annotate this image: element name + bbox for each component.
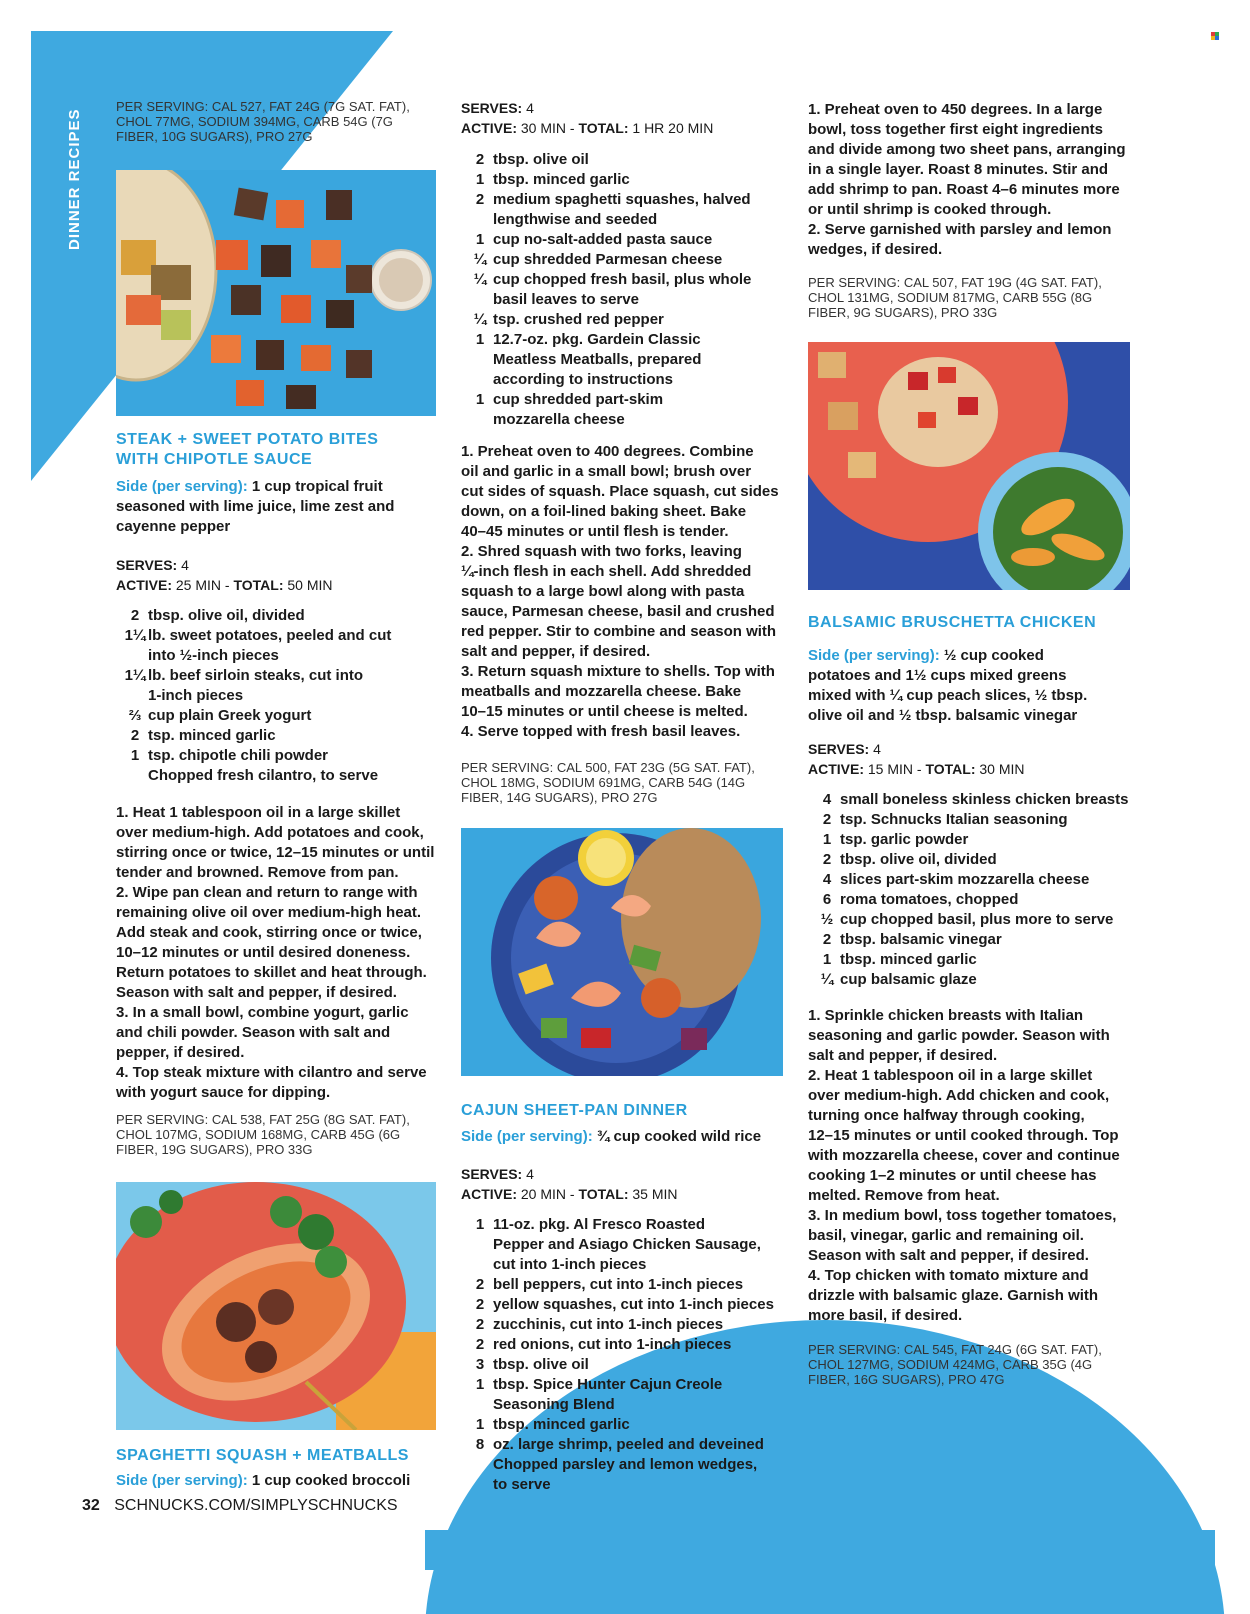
ingredient-item: 1 tbsp. Spice Hunter Cajun Creole Seasoning Blend	[475, 1376, 723, 1413]
cajun-sheet-pan-photo	[461, 828, 783, 1076]
squash-ingredients-list	[467, 150, 751, 430]
squash-serves: SERVES: 4	[461, 100, 534, 116]
ingredient-item: 1 cup shredded part-skim mozzarella cheese	[475, 391, 664, 428]
ingredient-item: ¼ cup balsamic glaze	[820, 971, 977, 988]
steak-potato-photo	[116, 170, 436, 416]
squash-time: ACTIVE: 30 MIN - TOTAL: 1 HR 20 MIN	[461, 120, 714, 136]
ingredient-item: ¼ cup chopped fresh basil, plus whole basil leaves to serve	[473, 271, 752, 308]
ingredient-item: 1 11-oz. pkg. Al Fresco Roasted Pepper and Asiago Chicken Sausage, cut into 1-inch pieces	[475, 1216, 761, 1273]
ingredient-item: 6 roma tomatoes, chopped	[822, 891, 1019, 908]
ingredient-item: 2 tsp. minced garlic	[130, 727, 276, 744]
bruschetta-ingredients-list	[814, 790, 1129, 990]
ingredient-item: 1 tsp. garlic powder	[822, 831, 969, 848]
ingredient-item: 2 bell peppers, cut into 1-inch pieces	[475, 1276, 744, 1293]
ingredient-item: 2 zucchinis, cut into 1-inch pieces	[475, 1316, 724, 1333]
section-label: DINNER RECIPES	[66, 108, 83, 250]
cajun-ingredients-list	[467, 1215, 774, 1495]
ingredient-item: Chopped fresh cilantro, to serve	[148, 767, 379, 784]
steak-time: ACTIVE: 25 MIN - TOTAL: 50 MIN	[116, 577, 333, 593]
ingredient-item: 1¼ lb. beef sirloin steaks, cut into 1-inch pieces	[124, 667, 364, 704]
cajun-nutrition: PER SERVING: CAL 507, FAT 19G (4G SAT. FAT), CHOL 131MG, SODIUM 817MG, CARB 55G (8G FIBER, 9G SUGARS), PRO 33G	[808, 275, 1102, 320]
cajun-time: ACTIVE: 20 MIN - TOTAL: 35 MIN	[461, 1186, 678, 1202]
ingredient-item: 1 tsp. chipotle chili powder	[130, 747, 329, 764]
bruschetta-nutrition: PER SERVING: CAL 545, FAT 24G (6G SAT. FAT), CHOL 127MG, SODIUM 424MG, CARB 35G (4G FIBER, 16G SUGARS), PRO 47G	[808, 1342, 1102, 1387]
steak-serves: SERVES: 4	[116, 557, 189, 573]
bruschetta-time: ACTIVE: 15 MIN - TOTAL: 30 MIN	[808, 761, 1025, 777]
cajun-recipe-title: CAJUN SHEET-PAN DINNER	[461, 1102, 688, 1119]
ingredient-item: 2 tbsp. olive oil	[475, 151, 589, 168]
footer-url: SCHNUCKS.COM/SIMPLYSCHNUCKS	[114, 1497, 398, 1514]
ingredient-item: 2 tbsp. balsamic vinegar	[822, 931, 1002, 948]
ingredient-item: 1 tbsp. minced garlic	[475, 171, 630, 188]
bruschetta-serves: SERVES: 4	[808, 741, 881, 757]
cajun-serves: SERVES: 4	[461, 1166, 534, 1182]
ingredient-item: Chopped parsley and lemon wedges, to serve	[493, 1456, 758, 1493]
page-footer	[82, 1497, 398, 1515]
ingredient-item: 4 small boneless skinless chicken breasts	[822, 791, 1129, 808]
ingredient-item: 3 tbsp. olive oil	[475, 1356, 589, 1373]
color-dots-icon	[1211, 32, 1219, 40]
ingredient-item: 2 yellow squashes, cut into 1-inch pieces	[475, 1296, 774, 1313]
bruschetta-recipe-title: BALSAMIC BRUSCHETTA CHICKEN	[808, 614, 1097, 631]
spaghetti-squash-photo	[116, 1182, 436, 1430]
steak-instructions: 1. Heat 1 tablespoon oil in a large skillet over medium-high. Add potatoes and cook, stirring once or twice, 12–15 minutes or until tender and browned. Remove from pan. 2. Wipe pan clean and return to range with remaining olive oil over medium-high heat. Add steak and cook, stirring once or twice, 10–12 minutes or until desired doneness. Return potatoes to skillet and heat through. Season with salt and pepper, if desired. 3. In a small bowl, combine yogurt, garlic and chili powder. Season with salt and pepper, if desired. 4. Top steak mixture with cilantro and serve with yogurt sauce for dipping.	[116, 804, 435, 1101]
steak-recipe-title: STEAK + SWEET POTATO BITES WITH CHIPOTLE SAUCE	[116, 431, 379, 468]
ingredient-item: 4 slices part-skim mozzarella cheese	[822, 871, 1090, 888]
ingredient-item: 2 tbsp. olive oil, divided	[130, 607, 305, 624]
bruschetta-side-dish: Side (per serving): ½ cup cooked potatoes and 1½ cups mixed greens mixed with ¼ cup peach slices, ½ tbsp. olive oil and ½ tbsp. balsamic vinegar	[808, 647, 1088, 724]
page-number: 32	[82, 1497, 100, 1514]
squash-recipe-title: SPAGHETTI SQUASH + MEATBALLS	[116, 1447, 409, 1464]
ingredient-item: 1¼ lb. sweet potatoes, peeled and cut into ½-inch pieces	[124, 627, 392, 664]
bruschetta-chicken-photo	[808, 342, 1130, 590]
steak-nutrition: PER SERVING: CAL 538, FAT 25G (8G SAT. FAT), CHOL 107MG, SODIUM 168MG, CARB 45G (6G FIBER, 19G SUGARS), PRO 33G	[116, 1112, 410, 1157]
ingredient-item: 2 red onions, cut into 1-inch pieces	[475, 1336, 732, 1353]
squash-nutrition: PER SERVING: CAL 500, FAT 23G (5G SAT. FAT), CHOL 18MG, SODIUM 691MG, CARB 54G (14G FIBER, 14G SUGARS), PRO 27G	[461, 760, 755, 805]
ingredient-item: 1 cup no-salt-added pasta sauce	[475, 231, 713, 248]
cajun-instructions: 1. Preheat oven to 450 degrees. In a large bowl, toss together first eight ingredients and divide among two sheet pans, arranging in a single layer. Roast 8 minutes. Stir and add shrimp to pan. Roast 4–6 minutes more or until shrimp is cooked through. 2. Serve garnished with parsley and lemon wedges, if desired.	[808, 101, 1126, 258]
bruschetta-instructions: 1. Sprinkle chicken breasts with Italian seasoning and garlic powder. Season with salt and pepper, if desired. 2. Heat 1 tablespoon oil in a large skillet over medium-high. Add chicken and cook, turning once halfway through cooking, 12–15 minutes or until cooked through. Top with mozzarella cheese, cover and continue cooking 1–2 minutes or until cheese has melted. Remove from heat. 3. In medium bowl, toss together tomatoes, basil, vinegar, garlic and remaining oil. Season with salt and pepper, if desired. 4. Top chicken with tomato mixture and drizzle with balsamic glaze. Garnish with more basil, if desired.	[808, 1007, 1120, 1324]
ingredient-item: ½ cup chopped basil, plus more to serve	[820, 911, 1114, 928]
blue-band-decoration	[425, 1530, 1215, 1570]
ingredient-item: ¼ tsp. crushed red pepper	[473, 311, 664, 328]
ingredient-item: 1 tbsp. minced garlic	[475, 1416, 630, 1433]
ingredient-item: 2 tsp. Schnucks Italian seasoning	[822, 811, 1068, 828]
ingredient-item: 1 tbsp. minced garlic	[822, 951, 977, 968]
ingredient-item: 2 medium spaghetti squashes, halved lengthwise and seeded	[475, 191, 751, 228]
steak-side-dish: Side (per serving): 1 cup tropical fruit seasoned with lime juice, lime zest and cayenne pepper	[116, 478, 395, 535]
squash-instructions: 1. Preheat oven to 400 degrees. Combine oil and garlic in a small bowl; brush over cut sides of squash. Place squash, cut sides down, on a foil-lined baking sheet. Bake 40–45 minutes or until flesh is tender. 2. Shred squash with two forks, leaving ¼-inch flesh in each shell. Add shredded squash to a large bowl along with pasta sauce, Parmesan cheese, basil and crushed red pepper. Stir to combine and season with salt and pepper, if desired. 3. Return squash mixture to shells. Top with meatballs and mozzarella cheese. Bake 10–15 minutes or until cheese is melted. 4. Serve topped with fresh basil leaves.	[461, 443, 779, 740]
ingredient-item: 1 12.7-oz. pkg. Gardein Classic Meatless Meatballs, prepared according to instructions	[475, 331, 702, 388]
steak-ingredients-list	[122, 606, 391, 786]
ingredient-item: ⅔ cup plain Greek yogurt	[128, 707, 312, 724]
ingredient-item: 2 tbsp. olive oil, divided	[822, 851, 997, 868]
squash-side-dish: Side (per serving): 1 cup cooked broccoli	[116, 1472, 411, 1489]
cajun-side-dish: Side (per serving): ¾ cup cooked wild rice	[461, 1128, 762, 1145]
ingredient-item: ¼ cup shredded Parmesan cheese	[473, 251, 723, 268]
nutrition-facts-top: PER SERVING: CAL 527, FAT 24G (7G SAT. FAT), CHOL 77MG, SODIUM 394MG, CARB 54G (7G FIBER, 10G SUGARS), PRO 27G	[116, 99, 410, 144]
ingredient-item: 8 oz. large shrimp, peeled and deveined	[475, 1436, 764, 1453]
